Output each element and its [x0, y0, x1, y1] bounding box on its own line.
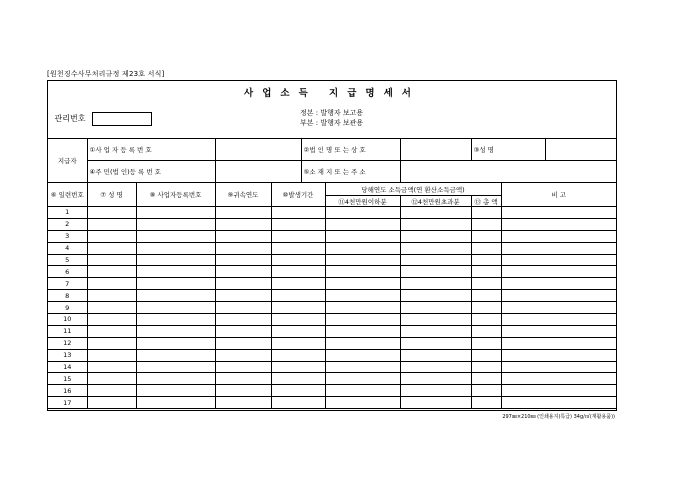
- table-cell[interactable]: [136, 349, 215, 361]
- col-income-group: 당해연도 소득금액(연 환산소득금액): [325, 183, 501, 196]
- table-cell[interactable]: [271, 230, 325, 242]
- col-name: ⑦ 성 명: [87, 183, 136, 207]
- table-cell[interactable]: [215, 242, 271, 254]
- biz-reg-label: ①사 업 자 등 록 번 호: [87, 139, 215, 161]
- table-cell[interactable]: [325, 325, 400, 337]
- table-cell[interactable]: [325, 302, 400, 314]
- table-cell[interactable]: [136, 266, 215, 278]
- table-cell[interactable]: [501, 337, 616, 349]
- table-row: [48, 361, 616, 373]
- table-cell[interactable]: [215, 290, 271, 302]
- table-cell[interactable]: [325, 397, 400, 409]
- table-cell[interactable]: [400, 361, 471, 373]
- table-cell[interactable]: [87, 373, 136, 385]
- table-cell[interactable]: [325, 337, 400, 349]
- copy-note-original: 정본 : 발행자 보고용: [300, 109, 364, 117]
- table-cell[interactable]: [471, 278, 501, 290]
- col-serial: ⑥ 일련번호: [48, 183, 87, 207]
- table-cell[interactable]: [136, 218, 215, 230]
- table-cell[interactable]: [471, 349, 501, 361]
- table-cell[interactable]: [325, 218, 400, 230]
- table-cell[interactable]: [471, 314, 501, 326]
- table-cell[interactable]: [501, 278, 616, 290]
- table-cell[interactable]: [87, 325, 136, 337]
- table-row: [48, 254, 616, 266]
- form-title: 사업소득 지급명세서: [244, 88, 420, 99]
- table-row: [48, 397, 616, 409]
- table-row: [48, 242, 616, 254]
- payer-label: 지급자: [48, 139, 87, 183]
- table-cell[interactable]: [471, 361, 501, 373]
- table-cell[interactable]: [271, 361, 325, 373]
- table-cell[interactable]: [87, 207, 136, 219]
- table-cell[interactable]: [87, 361, 136, 373]
- table-cell[interactable]: [271, 266, 325, 278]
- table-cell[interactable]: [136, 230, 215, 242]
- table-cell[interactable]: [501, 361, 616, 373]
- table-cell[interactable]: [501, 242, 616, 254]
- table-row: [48, 218, 616, 230]
- table-cell[interactable]: [325, 278, 400, 290]
- col-biz-reg: ⑧ 사업자등록번호: [136, 183, 215, 207]
- table-cell[interactable]: [501, 373, 616, 385]
- table-row: [48, 302, 616, 314]
- table-cell[interactable]: [400, 218, 471, 230]
- table-cell[interactable]: [136, 361, 215, 373]
- row-number: 17: [48, 397, 87, 409]
- table-cell[interactable]: [87, 302, 136, 314]
- table-cell[interactable]: [501, 207, 616, 219]
- table-cell[interactable]: [471, 254, 501, 266]
- table-cell[interactable]: [215, 325, 271, 337]
- table-cell[interactable]: [325, 349, 400, 361]
- table-cell[interactable]: [501, 218, 616, 230]
- table-row: [48, 337, 616, 349]
- statement-form: [47, 80, 617, 411]
- payer-row-1: [48, 139, 616, 161]
- table-cell[interactable]: [271, 385, 325, 397]
- col-year: ⑨귀속연도: [215, 183, 271, 207]
- table-cell[interactable]: [400, 385, 471, 397]
- table-cell[interactable]: [400, 266, 471, 278]
- col-total: ⑬ 총 액: [471, 196, 501, 207]
- table-cell[interactable]: [215, 385, 271, 397]
- table-cell[interactable]: [215, 207, 271, 219]
- row-number: 9: [48, 302, 87, 314]
- table-cell[interactable]: [215, 361, 271, 373]
- row-number: 11: [48, 325, 87, 337]
- table-cell[interactable]: [325, 254, 400, 266]
- table-row: [48, 385, 616, 397]
- table-cell[interactable]: [215, 230, 271, 242]
- table-cell[interactable]: [271, 242, 325, 254]
- table-cell[interactable]: [271, 302, 325, 314]
- table-cell[interactable]: [271, 314, 325, 326]
- table-cell[interactable]: [215, 373, 271, 385]
- row-number: 10: [48, 314, 87, 326]
- table-cell[interactable]: [87, 337, 136, 349]
- table-cell[interactable]: [325, 207, 400, 219]
- table-cell[interactable]: [400, 254, 471, 266]
- address-field[interactable]: [400, 161, 616, 183]
- table-cell[interactable]: [215, 302, 271, 314]
- row-number: 1: [48, 207, 87, 219]
- table-cell[interactable]: [87, 397, 136, 409]
- table-cell[interactable]: [325, 314, 400, 326]
- form-caption: [원천징수사무처리규정 제23호 서식]: [47, 70, 165, 78]
- table-cell[interactable]: [325, 242, 400, 254]
- table-cell[interactable]: [400, 242, 471, 254]
- table-cell[interactable]: [400, 290, 471, 302]
- table-cell[interactable]: [87, 290, 136, 302]
- payer-name-field[interactable]: [545, 139, 616, 161]
- row-number: 3: [48, 230, 87, 242]
- table-cell[interactable]: [325, 290, 400, 302]
- management-number-label: 관리번호: [54, 114, 86, 123]
- row-number: 5: [48, 254, 87, 266]
- row-number: 13: [48, 349, 87, 361]
- table-cell[interactable]: [87, 230, 136, 242]
- table-cell[interactable]: [271, 397, 325, 409]
- table-cell[interactable]: [471, 373, 501, 385]
- table-cell[interactable]: [400, 278, 471, 290]
- statement-table: [48, 138, 616, 409]
- table-cell[interactable]: [136, 385, 215, 397]
- table-cell[interactable]: [501, 266, 616, 278]
- data-rows: [48, 207, 616, 409]
- table-cell[interactable]: [400, 373, 471, 385]
- table-cell[interactable]: [501, 302, 616, 314]
- table-cell[interactable]: [471, 290, 501, 302]
- table-cell[interactable]: [325, 266, 400, 278]
- table-cell[interactable]: [325, 361, 400, 373]
- table-row: [48, 373, 616, 385]
- table-cell[interactable]: [501, 254, 616, 266]
- table-cell[interactable]: [271, 207, 325, 219]
- table-cell[interactable]: [87, 278, 136, 290]
- table-cell[interactable]: [215, 337, 271, 349]
- table-cell[interactable]: [501, 230, 616, 242]
- management-number-field[interactable]: [92, 112, 152, 126]
- table-cell[interactable]: [136, 242, 215, 254]
- table-cell[interactable]: [400, 302, 471, 314]
- table-cell[interactable]: [400, 314, 471, 326]
- table-cell[interactable]: [325, 230, 400, 242]
- paper-spec-footer: 297㎜×210㎜ (인쇄용지(특급) 34g/㎡(재활용품)): [502, 414, 615, 420]
- table-cell[interactable]: [471, 385, 501, 397]
- table-cell[interactable]: [271, 373, 325, 385]
- row-number: 4: [48, 242, 87, 254]
- col-remarks: 비 고: [501, 183, 616, 207]
- table-cell[interactable]: [215, 218, 271, 230]
- table-row: [48, 230, 616, 242]
- table-cell[interactable]: [400, 230, 471, 242]
- table-row: [48, 266, 616, 278]
- table-cell[interactable]: [271, 325, 325, 337]
- table-cell[interactable]: [87, 242, 136, 254]
- table-cell[interactable]: [215, 266, 271, 278]
- payer-row-2: [48, 161, 616, 183]
- col-under-40m: ⑪4천만원이하분: [325, 196, 400, 207]
- table-cell[interactable]: [325, 385, 400, 397]
- row-number: 2: [48, 218, 87, 230]
- row-number: 8: [48, 290, 87, 302]
- table-cell[interactable]: [87, 314, 136, 326]
- address-label: ⑤소 재 지 또 는 주 소: [301, 161, 400, 183]
- table-cell[interactable]: [87, 218, 136, 230]
- row-number: 6: [48, 266, 87, 278]
- table-row: [48, 207, 616, 219]
- table-row: [48, 278, 616, 290]
- column-header-row-1: [48, 183, 616, 196]
- table-cell[interactable]: [271, 349, 325, 361]
- table-cell[interactable]: [471, 242, 501, 254]
- table-cell[interactable]: [400, 397, 471, 409]
- table-cell[interactable]: [471, 218, 501, 230]
- table-cell[interactable]: [471, 230, 501, 242]
- table-cell[interactable]: [136, 373, 215, 385]
- row-number: 15: [48, 373, 87, 385]
- table-cell[interactable]: [471, 397, 501, 409]
- table-cell[interactable]: [271, 290, 325, 302]
- row-number: 14: [48, 361, 87, 373]
- table-cell[interactable]: [501, 314, 616, 326]
- table-row: [48, 325, 616, 337]
- table-row: [48, 314, 616, 326]
- table-cell[interactable]: [471, 337, 501, 349]
- row-number: 16: [48, 385, 87, 397]
- table-cell[interactable]: [271, 278, 325, 290]
- table-cell[interactable]: [215, 278, 271, 290]
- row-number: 12: [48, 337, 87, 349]
- table-cell[interactable]: [136, 397, 215, 409]
- table-cell[interactable]: [271, 254, 325, 266]
- table-cell[interactable]: [136, 302, 215, 314]
- table-cell[interactable]: [136, 314, 215, 326]
- table-cell[interactable]: [136, 254, 215, 266]
- table-cell[interactable]: [87, 349, 136, 361]
- table-cell[interactable]: [471, 266, 501, 278]
- copy-note-duplicate: 부본 : 발행자 보관용: [300, 119, 364, 127]
- table-cell[interactable]: [400, 207, 471, 219]
- table-cell[interactable]: [501, 290, 616, 302]
- table-cell[interactable]: [271, 337, 325, 349]
- table-cell[interactable]: [215, 254, 271, 266]
- table-cell[interactable]: [215, 397, 271, 409]
- resident-reg-label: ④주 민(법 인)등 록 번 호: [87, 161, 215, 183]
- table-cell[interactable]: [400, 349, 471, 361]
- table-cell[interactable]: [471, 302, 501, 314]
- table-cell[interactable]: [501, 385, 616, 397]
- table-cell[interactable]: [136, 207, 215, 219]
- table-cell[interactable]: [400, 325, 471, 337]
- row-number: 7: [48, 278, 87, 290]
- copy-notes: [300, 108, 363, 128]
- table-cell[interactable]: [271, 218, 325, 230]
- table-cell[interactable]: [136, 325, 215, 337]
- table-cell[interactable]: [87, 254, 136, 266]
- table-cell[interactable]: [136, 290, 215, 302]
- biz-reg-field[interactable]: [215, 139, 301, 161]
- table-cell[interactable]: [400, 337, 471, 349]
- col-over-40m: ⑫4천만원초과분: [400, 196, 471, 207]
- table-row: [48, 349, 616, 361]
- corp-name-label: ②법 인 명 또 는 상 호: [301, 139, 400, 161]
- table-cell[interactable]: [471, 325, 501, 337]
- table-cell[interactable]: [471, 207, 501, 219]
- table-cell[interactable]: [136, 337, 215, 349]
- col-period: ⑩발생기간: [271, 183, 325, 207]
- table-cell[interactable]: [215, 349, 271, 361]
- table-cell[interactable]: [136, 278, 215, 290]
- resident-reg-field[interactable]: [215, 161, 301, 183]
- table-cell[interactable]: [501, 325, 616, 337]
- table-cell[interactable]: [501, 397, 616, 409]
- table-cell[interactable]: [87, 266, 136, 278]
- table-cell[interactable]: [215, 314, 271, 326]
- table-cell[interactable]: [325, 373, 400, 385]
- table-cell[interactable]: [501, 349, 616, 361]
- table-cell[interactable]: [87, 385, 136, 397]
- payer-name-label: ③성 명: [471, 139, 545, 161]
- corp-name-field[interactable]: [400, 139, 471, 161]
- table-row: [48, 290, 616, 302]
